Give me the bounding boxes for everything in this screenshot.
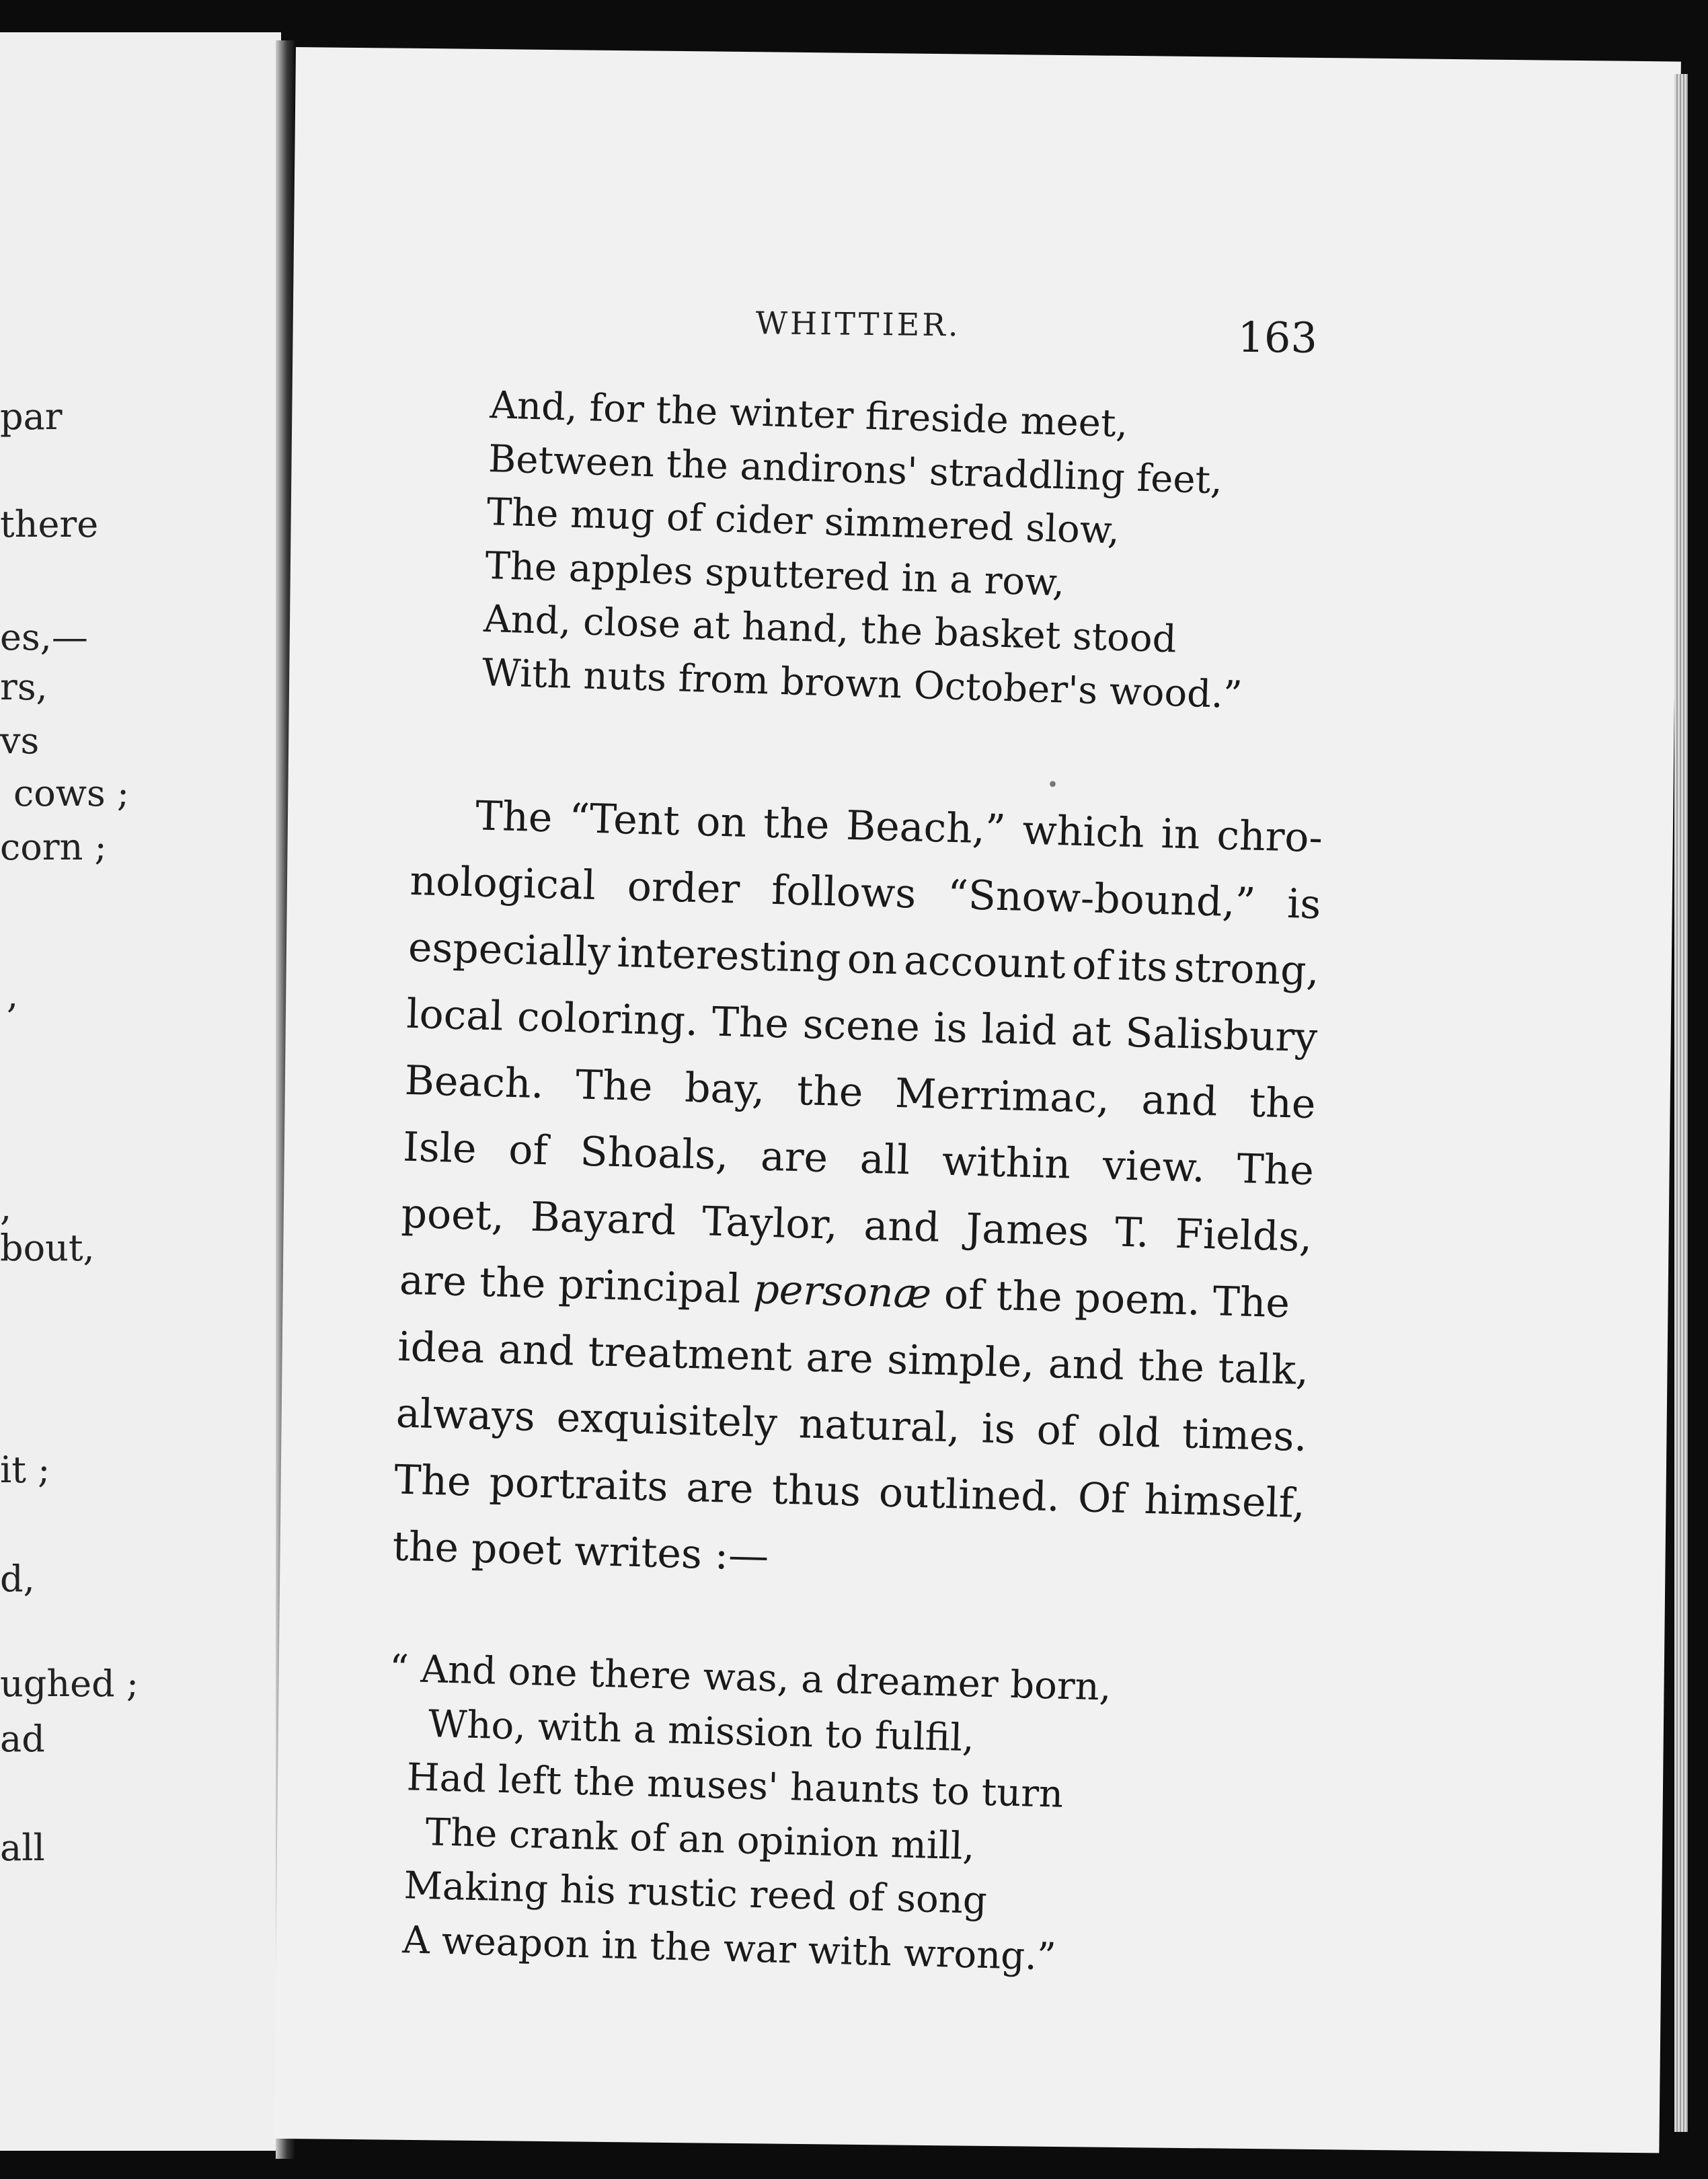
left-fragment: ughed ; [0, 1662, 139, 1705]
left-fragment: , [7, 974, 19, 1016]
word: always [395, 1389, 536, 1441]
word: local [405, 990, 504, 1040]
word: and [1140, 1076, 1218, 1126]
word: of [1036, 1406, 1077, 1455]
verse-stanza-1 [481, 379, 1365, 725]
verse-line: Making his rustic reed of song [403, 1864, 988, 1923]
word: The [711, 998, 789, 1048]
left-fragment: d, [0, 1558, 35, 1600]
word: outlined. [878, 1469, 1060, 1521]
word: idea [397, 1323, 486, 1373]
word: Bayard [529, 1193, 677, 1245]
verse-line: And, for the winter fireside meet, [489, 383, 1129, 447]
word: natural, [798, 1400, 961, 1452]
word: its [1117, 942, 1169, 991]
word: the [796, 1067, 864, 1116]
word: portraits [488, 1459, 669, 1511]
word: on [695, 798, 748, 847]
word: poet, [400, 1190, 505, 1240]
word: The [393, 1456, 472, 1506]
word: the [1137, 1342, 1205, 1391]
left-page [0, 32, 281, 2151]
word: Of [1077, 1474, 1127, 1523]
left-fragment: vs [0, 720, 40, 762]
word: T. [1114, 1209, 1150, 1257]
word: on [847, 935, 898, 984]
word: is [1286, 880, 1322, 929]
word: times. [1181, 1410, 1308, 1461]
word: which [1021, 806, 1145, 857]
word: interesting [616, 929, 842, 983]
running-head: WHITTIER. [755, 305, 961, 344]
left-fragment: rs, [0, 666, 48, 708]
word: is [933, 1004, 968, 1053]
word: bay, [684, 1064, 766, 1114]
paragraph-text: are the principal [399, 1256, 754, 1313]
word: especially [407, 923, 611, 977]
word: old [1097, 1408, 1161, 1457]
page-number: 163 [1237, 312, 1318, 362]
word: and [863, 1202, 941, 1252]
word: Beach. [404, 1057, 545, 1108]
verse-line: Had left the muses' haunts to turn [406, 1755, 1064, 1817]
word: The [1236, 1145, 1315, 1195]
paragraph-line: the poet writes :— [391, 1523, 769, 1580]
word: Taylor, [701, 1198, 839, 1249]
word: Fields, [1174, 1210, 1313, 1262]
verse-line: A weapon in the war with wrong.” [401, 1917, 1057, 1979]
page-edges [1674, 74, 1688, 2132]
word: order [626, 863, 741, 913]
word: the [1249, 1079, 1317, 1129]
word: Salisbury [1124, 1009, 1318, 1062]
italic-term: personæ [752, 1266, 932, 1318]
left-fragment: all [0, 1827, 45, 1869]
word: account [903, 937, 1066, 989]
word: Shoals, [579, 1128, 730, 1180]
verse-line: With nuts from brown October's wood.” [481, 650, 1243, 717]
left-fragment: ad [0, 1718, 45, 1760]
left-fragment: par [0, 395, 63, 438]
word: are [760, 1133, 828, 1182]
verse-line: “ And one there was, a dreamer born, [389, 1646, 1112, 1710]
left-fragment: corn ; [0, 826, 107, 868]
word: Beach,” [845, 802, 1007, 853]
word: nological [409, 857, 596, 910]
word: talk, [1217, 1344, 1309, 1395]
word: view. [1102, 1141, 1206, 1192]
left-fragment: there [0, 503, 99, 545]
word: The [575, 1061, 654, 1111]
word: treatment [587, 1328, 793, 1381]
word: The [475, 792, 553, 842]
word: are [805, 1334, 874, 1383]
word: in [1160, 810, 1201, 859]
verse-stanza-2 [382, 1642, 1264, 1990]
word: scene [802, 1001, 921, 1051]
left-fragment: , [0, 1186, 12, 1229]
word: Merrimac, [894, 1069, 1110, 1123]
word: at [1070, 1007, 1112, 1057]
left-fragment: es,— [0, 616, 88, 658]
right-page [274, 47, 1680, 2153]
word: laid [980, 1005, 1058, 1055]
paragraph-text: of the poem. The [931, 1270, 1290, 1328]
left-fragment: it ; [0, 1449, 50, 1491]
word: thus [771, 1466, 861, 1516]
word: are [685, 1463, 754, 1513]
word: and [1048, 1340, 1125, 1389]
body-paragraph [391, 781, 1323, 1604]
word: follows [771, 866, 917, 918]
word: and [498, 1326, 575, 1375]
word: all [859, 1135, 910, 1184]
left-fragment: cows ; [13, 772, 130, 814]
left-fragment: bout, [0, 1227, 95, 1269]
word: James [965, 1205, 1090, 1256]
verse-line: And, close at hand, the basket stood [483, 597, 1177, 662]
verse-line: The crank of an opinion mill, [424, 1810, 976, 1868]
word: of [508, 1126, 549, 1175]
verse-line: The apples sputtered in a row, [484, 543, 1066, 605]
word: of [1071, 941, 1112, 990]
word: “Snow-bound,” [947, 871, 1257, 927]
word: chro- [1216, 812, 1323, 862]
verse-line: Between the andirons' straddling feet, [488, 436, 1223, 502]
word: Isle [402, 1123, 477, 1173]
word: is [980, 1405, 1016, 1453]
verse-line: Who, with a mission to fulfil, [428, 1702, 975, 1760]
word: simple, [886, 1336, 1036, 1387]
word: himself, [1143, 1476, 1306, 1527]
word: “Tent [568, 795, 681, 845]
word: strong, [1173, 944, 1320, 995]
word: within [941, 1137, 1071, 1188]
ink-speck: • [1046, 773, 1059, 797]
verse-line: The mug of cider simmered slow, [486, 490, 1120, 553]
word: exquisitely [555, 1393, 778, 1447]
word: the [763, 800, 830, 849]
word: coloring. [516, 993, 699, 1046]
